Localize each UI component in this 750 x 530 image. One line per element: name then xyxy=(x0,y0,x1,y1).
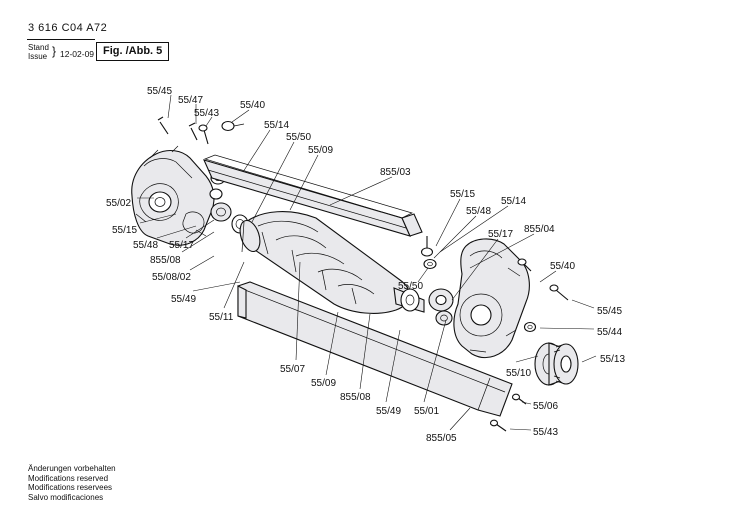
footer-line-de: Änderungen vorbehalten xyxy=(28,464,116,473)
callout-label: 55/14 xyxy=(501,196,527,207)
callout-label: 55/15 xyxy=(450,189,476,200)
callout-label: 55/45 xyxy=(147,86,173,97)
issue-date: 12-02-09 xyxy=(60,49,95,59)
callout-label: 55/17 xyxy=(169,240,195,251)
callout-label: 855/08 xyxy=(340,392,371,403)
callout-label: 55/01 xyxy=(414,406,440,417)
callout-label: 55/02 xyxy=(106,198,132,209)
left-housing-assembly xyxy=(132,146,214,245)
footer-line-es: Salvo modificaciones xyxy=(28,492,104,502)
brace-glyph: } xyxy=(52,44,57,58)
callout-label: 855/08 xyxy=(150,255,181,266)
callout-label: 55/08/02 xyxy=(152,272,191,283)
stand-label: Stand xyxy=(28,43,49,52)
callout-label: 55/49 xyxy=(376,406,402,417)
callout-label: 855/05 xyxy=(426,433,457,444)
callout-label: 55/06 xyxy=(533,401,559,412)
callout-label: 55/17 xyxy=(488,229,514,240)
callout-label: 55/43 xyxy=(194,108,220,119)
callout-label: 855/03 xyxy=(380,167,411,178)
callout-label: 55/13 xyxy=(600,354,626,365)
callout-label: 55/11 xyxy=(209,312,234,323)
callout-label: 55/40 xyxy=(240,100,266,111)
footer-line-en: Modifications reserved xyxy=(28,473,109,483)
footer-line-fr: Modifications reservees xyxy=(28,483,113,493)
callout-label: 55/48 xyxy=(466,206,492,217)
callout-label: 55/10 xyxy=(506,368,532,379)
callout-label: 55/47 xyxy=(178,95,204,106)
center-fastener-group xyxy=(422,236,454,325)
callout-label: 55/44 xyxy=(597,327,623,338)
callout-label: 55/07 xyxy=(280,364,306,375)
callout-label: 55/50 xyxy=(286,132,312,143)
callout-label: 55/45 xyxy=(597,306,623,317)
callout-label: 55/50 xyxy=(398,281,424,292)
figure-badge: Fig. /Abb. 5 xyxy=(96,42,169,61)
callout-label: 55/15 xyxy=(112,225,138,236)
part-number: 3 616 C04 A72 xyxy=(28,22,108,34)
callout-label: 55/43 xyxy=(533,427,559,438)
callout-label: 855/04 xyxy=(524,224,555,235)
callout-label: 55/09 xyxy=(308,145,334,156)
callout-label: 55/40 xyxy=(550,261,576,272)
callout-label: 55/14 xyxy=(264,120,290,131)
callout-label: 55/48 xyxy=(133,240,159,251)
issue-label: Issue xyxy=(28,52,48,61)
callout-label: 55/09 xyxy=(311,378,337,389)
footer-disclaimer xyxy=(28,464,116,502)
callout-label: 55/49 xyxy=(171,294,197,305)
